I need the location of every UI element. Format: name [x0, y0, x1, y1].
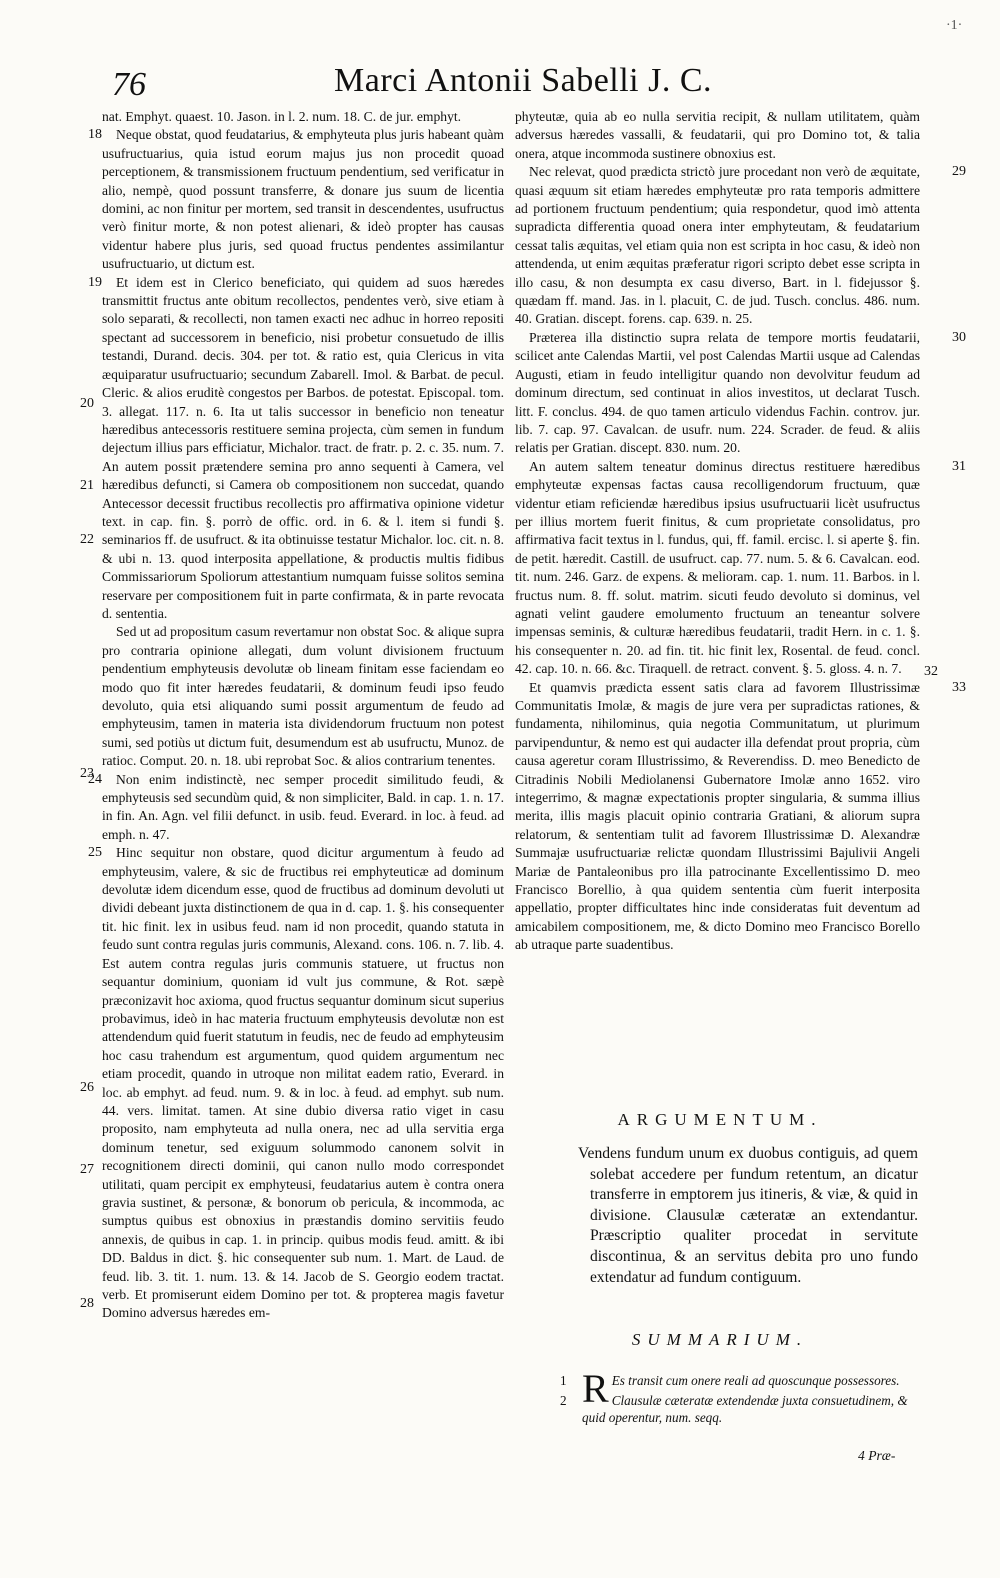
summarium-list: [560, 1366, 920, 1429]
argumentum-heading: ARGUMENTUM.: [617, 1110, 823, 1129]
summarium-number: 1: [560, 1373, 567, 1388]
margin-number: 33: [952, 679, 966, 695]
margin-number: 31: [952, 458, 966, 474]
margin-number: 28: [80, 1296, 94, 1311]
margin-number: 29: [952, 164, 966, 180]
margin-number: 19: [88, 274, 102, 290]
paragraph-text: nat. Emphyt. quaest. 10. Jason. in l. 2. num. 18. C. de jur. emphyt.: [102, 109, 462, 124]
paragraph: [102, 623, 504, 770]
paragraph: [515, 108, 920, 163]
paragraph-text: Neque obstat, quod feudatarius, & emphyteuta plus juris habeant quàm usufructuarius, quia istud eorum majus jus non procedit quoad perceptionem, & transmissionem fructuum pendentium, sed verificatur in alio, nempè, quod possunt transferre, & donare jus suum de licentia domini, ac non finitur per mortem, sed transit in descendentes, usufructus verò finitur morte, & non potest alienari, & ideò propter has causas videntur habere plus juris, sed quoad fructus pendentes assimilantur usufructuario, ut dictum est.: [102, 127, 504, 272]
margin-number: 30: [952, 329, 966, 345]
paragraph: [515, 163, 966, 329]
paragraph: [88, 844, 504, 1323]
summarium-number: 2: [560, 1393, 567, 1408]
argumentum-text: [578, 1144, 918, 1288]
summarium-item: [560, 1392, 920, 1426]
margin-number: 22: [80, 532, 94, 547]
paragraph: [102, 108, 504, 126]
paragraph: [88, 274, 504, 624]
paragraph-text: Præterea illa distinctio supra relata de tempore mortis feudatarii, scilicet ante Calendas Martii, vel post Calendas Martii usque ad Calendas Augusti, etiam in feudo intelligitur quando non devolvitur feudum ad dominum directum, sed continuat in alios investitos, ut declarat Tusch. litt. F. conclus. 494. de quo tamen articulo videndus Fachin. controv. jur. lib. 7. cap. 97. Cavalcan. de usufr. num. 224. Scrader. de feud. & aliis relatis per Gratian. discept. 830. num. 20.: [515, 329, 920, 456]
paragraph: [515, 679, 966, 955]
running-head: Marci Antonii Sabelli J. C.: [334, 62, 713, 99]
paragraph: [88, 126, 504, 273]
summarium-heading: SUMMARIUM.: [631, 1330, 809, 1349]
argumentum-paragraph: Vendens fundum unum ex duobus contiguis, ad quem solebat accedere per fundum retentum, an dicatur transferre in emptorem jus itineris, & viæ, & quid in divisione. Clausulæ cæteratæ an extendantur. Præscriptio qualiter procedat in servitute discontinua, & an servitus debita pro uno fundo extendatur ad fundum contiguum.: [578, 1145, 918, 1286]
margin-number: 32: [924, 664, 938, 679]
paragraph-text: An autem saltem teneatur dominus directus restituere hæredibus emphyteutæ expensas factas causa recolligendorum fructuum, quæ videntur etiam reficiendæ hæredibus ipsius usufructuarii licèt usufructus per illius mortem fuerit finitus, & cum proprietate consolidatus, pro affirmativa facit textus in l. fundus, qui, ff. famil. ercisc. l. si aperte §. fin. de petit. hæredit. Castill. de usufruct. cap. 77. num. 5. & 6. Cavalcan. eod. tit. num. 246. Garz. de expens. & melioram. cap. 1. num. 11. Barbos. in l. fructus num. 8. ff. solut. matrim. sicuti feudo devoluto si dominus, vel agnati velint gaudere emolumento fructuum an teneantur solvere impensas seminis, & culturæ hæredibus feudatarii, tradit Hern. in c. 1. §. his consequenter n. 20. ad fin. tit. hic finit lex, Rosental. de feud. concl. 42. cap. 10. n. 66. &c. Tiraquell. de retract. convent. §. 5. gloss. 4. n. 7.: [515, 458, 920, 677]
margin-number: 20: [80, 396, 94, 411]
summarium-text: Es transit cum onere reali ad quoscunque possessores.: [611, 1373, 900, 1388]
drop-cap: R: [582, 1366, 609, 1411]
margin-number: 21: [80, 478, 94, 493]
paragraph-text: phyteutæ, quia ab eo nulla servitia recipit, & nullam utilitatem, quàm adversus hæredes vassalli, & feudatarii, qui pro Domino tot, & talia onera, atque incommoda sustinere obnoxius est.: [515, 109, 920, 161]
catchword: 4 Præ-: [858, 1448, 896, 1463]
summarium-text: Clausulæ cæteratæ extendendæ juxta consuetudinem, & quid operentur, num. seqq.: [582, 1393, 908, 1425]
paragraph: [88, 771, 504, 845]
margin-number: 25: [88, 845, 102, 861]
paragraph-text: Non enim indistinctè, nec semper procedit similitudo feudi, & emphyteusis sed secundùm quid, & non simpliciter, Bald. in cap. 1. n. 17. in fin. An. Agn. vel filii defunct. in usib. feud. Everard. in loc. à feud. ad emph. n. 47.: [102, 771, 504, 842]
paragraph-text: Sed ut ad propositum casum revertamur non obstat Soc. & alique supra pro contraria opinione allegati, dum volunt divisionem fructuum pendentium emphyteusis devolutæ ob lineam finitam esse faciendam eo modo quo fit inter hæredes feudatarii, & dominum feudi ipso feudo devoluto, quia etsi aliquando sumi possit argumentum de feudo ad emphyteusim, tamen in materia ista dividendorum fructuum non potest sumi, sed potiùs ut dictum fuit, desumendum est ab usufructu, Munoz. de ratioc. Comput. 20. n. 18. ubi reprobat Soc. & alios contrarium tenentes.: [102, 624, 504, 769]
margin-number: 24: [88, 771, 102, 787]
paragraph-text: Et idem est in Clerico beneficiato, qui quidem ad suos hæredes transmittit fructus ante obitum recollectos, pendentes verò, sive etiam à solo separati, & recollecti, non tamen exacti nec adhuc in horreo repositi spectant ad successorem in beneficio, nisi probetur consuetudo de illis testandi, Durand. decis. 304. per tot. & ratio est, quia Clericus in vita æquiparatur usufructuario; secundum Zabarell. Imol. & Barbat. de pecul. Cleric. & alios eruditè congestos per Barbos. de potestat. Episcopal. tom. 3. allegat. 117. n. 6. Ita ut talis successor in beneficio non teneatur hæredibus antecessoris restituere semina projecta, cùm semen in fundum dejectum illius pars efficiatur, Michalor. tract. de fratr. p. 2. c. 35. num. 7. An autem possit prætendere semina pro anno sequenti à Camera, vel hæredibus defuncti, si Camera ob compositionem non succedat, quando Antecessor decessit fructibus recollectis pro affirmativa opinione videtur text. in cap. fin. §. porrò de offic. ord. in 6. & l. item si fundi §. seminarios ff. de usufruct. & ita obtinuisse testatur Michalor. loc. cit. n. 8. & ubi n. 13. quod interposita appellatione, & productis multis fidibus Commissariorum Spoliorum attestantium numquam fuisse solitos semina reservare per compositionem fuit in parte confirmata, & in parte revocata d. sententia.: [102, 274, 504, 621]
margin-number: 27: [80, 1162, 94, 1177]
paragraph-text: Hinc sequitur non obstare, quod dicitur argumentum à feudo ad emphyteusim, valere, & sic de fructibus rei emphyteuticæ ad dominum devolutæ idem dicendum esse, quod de fructibus ad dominum devoluti ut dividi debeant juxta distinctionem de qua in d. cap. 1. §. his consequenter tit. hic finit. lex in usibus feud. nam id non procedit, quando statuta in feudo sunt contra regulas juris communis, Alexand. cons. 106. n. 7. lib. 4. Est autem contra regulas juris communis statuere, ut fructus non sequantur dominium, quoniam id vult jus commune, & Rot. sæpè præconizavit hoc axioma, quod fructus sequantur dominum sicut superius probavimus, ideò in hac materia fructuum emphyteusis devolutæ non est attendendum quid fuerit statutum in feudis, nec de feudo ad emphyteusim hoc casu trahendum est argumentum, quod quidem argumentum nec etiam procedit, quando in utroque non militat eadem ratio, Everard. in loc. ab emphyt. ad feud. num. 9. & in loc. à feud. ad emphyt. sub num. 44. vers. limitat. tamen. At sine dubio diversa ratio viget in casu proposito, nam emphyteuta ad nulla onera, nec ad ulla servitia erga dominum tenetur, sed exiguum solummodo canonem solvit in recognitionem directi dominii, qui canon nullo modo correspondet utilitati, quam percipit ex emphyteusi, feudatarius autem è contra onera gravia sustinet, & personæ, & bonorum ob pericula, & incommoda, ac sumptus quibus est obnoxius in præstandis domino servitiis feudo annexis, de quibus in cap. 1. in princip. quibus modis feud. amitt. & ibi DD. Baldus in dict. §. hic consequenter sub num. 1. Mart. de Laud. de feud. lib. 3. tit. 1. num. 13. & 14. Jacob de S. Georgio eodem tractat. verb. Et promiserunt eidem Domino per tot. & propterea magis favetur Domino adversus hæredes em-: [102, 845, 504, 1321]
paragraph: [515, 329, 966, 458]
paragraph-text: Nec relevat, quod prædicta strictò jure procedant non verò de æquitate, quasi æquum sit etiam hæredes emphyteutæ pro rata temporis admittere ad portionem fructuum pendentium; quia respondetur, quod imò attenta supradicta differentia quoad onera inter emphyteutam, & feudatarium cessat talis æquitas, vel etiam quia non est scripta in hoc casu, & ideò non attendenda, ut enim æquitas præferatur rigori scripto debet esse scripta in illo casu, & non desumpta ex casu diverso, Bart. in l. fidejussor §. quædam ff. mand. Jas. in l. placuit, C. de jud. Tusch. conclus. 486. num. 40. Gratian. discept. forens. cap. 639. n. 25.: [515, 164, 920, 327]
page-number: 76: [112, 66, 146, 103]
margin-number: 18: [88, 127, 102, 143]
margin-number: 26: [80, 1080, 94, 1095]
margin-number: 23: [80, 766, 94, 781]
left-text-column: [88, 108, 504, 1323]
paragraph-text: Et quamvis prædicta essent satis clara ad favorem Illustrissimæ Communitatis Imolæ, & magis de jure vera per supradictas rationes, & fundamenta, nihilominus, quia negotia Communitatum, ut plurimum parvipenduntur, & nemo est qui audacter illa defendat prout propria, cùm causa ageretur coram Illustrissimo, & Reverendiss. D. meo Benedicto de Citradinis Nobili Mediolanensi Gubernatore Imolæ anno 1652. viro integerrimo, & magnæ expectationis propter singularia, & summa illius merita, illis magis placuit opinio contraria Gratiani, & aliorum supra relatorum, & sententiam tulit ad favorem Illustrissimæ D. Alexandræ Summajæ usufructuariæ relictæ quondam Illustrissimi Bajulivii Angeli Mariæ de Pantaleonibus pro illa patrocinante Excellentissimo D. meo Francisco Borellio, à qua quidem sententia cùm fuerit interposita appellatio, propter difficultates hinc inde consideratas fuit deventum ad amicabilem compositionem, me, & dicto Domino meo Francisco Borello ab utraque parte suadentibus.: [515, 679, 920, 953]
top-mark: ·1·: [946, 18, 963, 33]
